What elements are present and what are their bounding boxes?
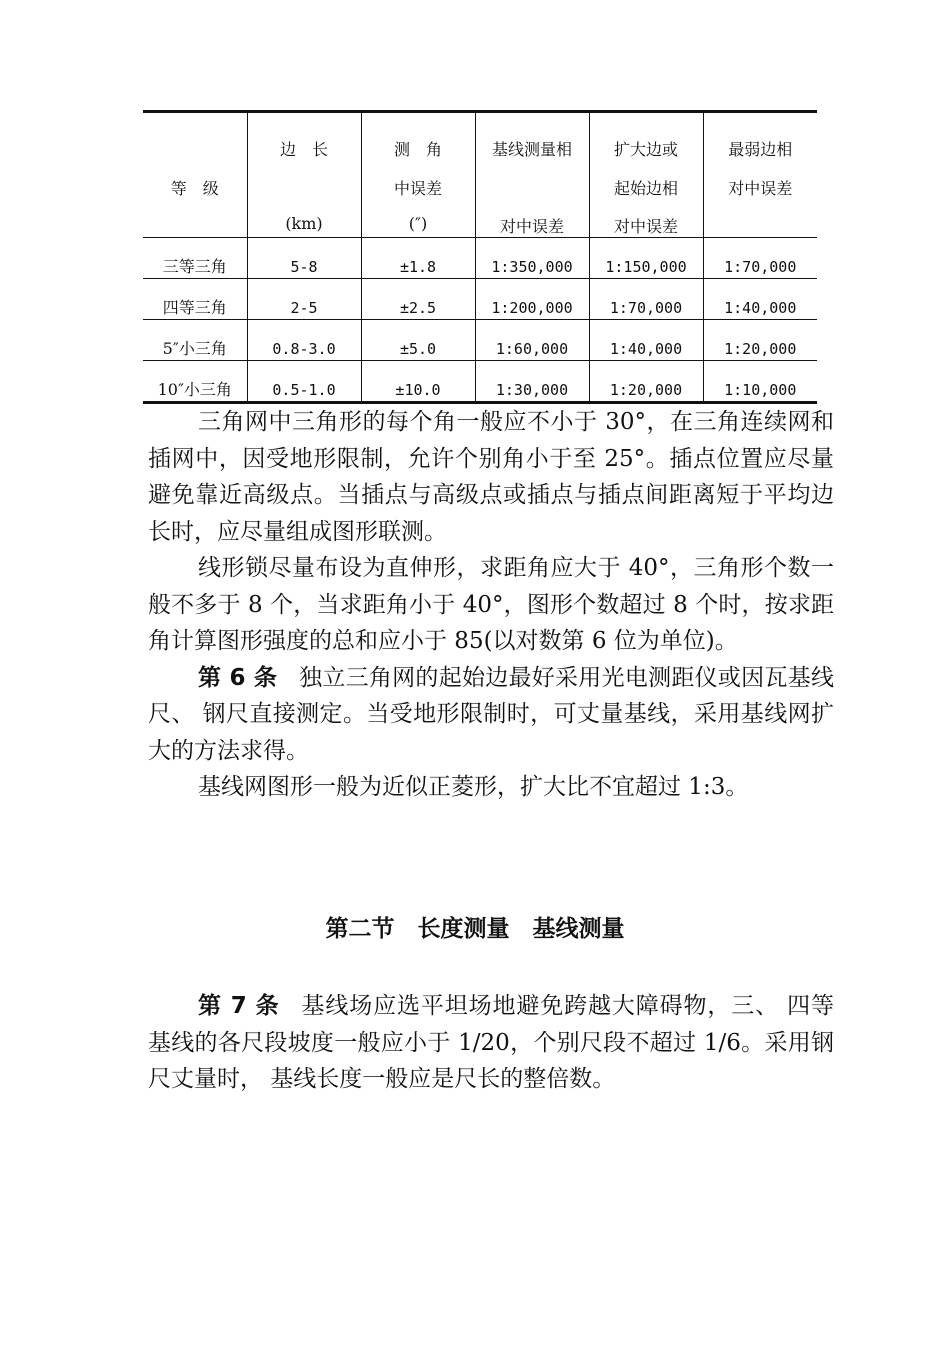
table-cell: 5-8: [247, 238, 361, 279]
table-cell: 10″小三角: [157, 380, 232, 399]
table-cell: 三等三角: [143, 238, 247, 279]
table-row: [143, 238, 817, 279]
table-cell: 2-5: [247, 279, 361, 320]
table-cell: 0.8-3.0: [247, 320, 361, 361]
paragraph-linear-chain: 线形锁尽量布设为直伸形，求距角应大于 40°，三角形个数一般不多于 8 个，当求距角小于 40°，图形个数超过 8 个时，按求距角计算图形强度的总和应小于 85(以对数第 6 位为单位)。: [148, 555, 834, 654]
article-6-label: 第 6 条: [198, 664, 278, 691]
table-cell: 1:70,000: [589, 279, 703, 320]
table-cell: 0.5-1.0: [247, 361, 361, 403]
table-cell: 1:150,000: [589, 238, 703, 279]
accuracy-table-wrapper: [143, 110, 817, 404]
article-7: [148, 988, 834, 1098]
header-angle-error: 测 角 中误差 (″): [361, 112, 475, 238]
table-cell: ±2.5: [361, 279, 475, 320]
header-expanded-side-error: 扩大边或 起始边相 对中误差: [589, 112, 703, 238]
body-text-lower: [148, 988, 834, 1098]
header-side-length: 边 长 (km): [247, 112, 361, 238]
paragraph-baseline-network: 基线网图形一般为近似正菱形，扩大比不宜超过 1:3。: [198, 774, 749, 800]
table-cell: 1:30,000: [475, 361, 589, 403]
table-cell: ±10.0: [361, 361, 475, 403]
table-body: [143, 238, 817, 403]
article-6: [148, 660, 834, 770]
article-7-text: 基线场应选平坦场地避免跨越大障碍物，三、 四等基线的各尺段坡度一般应小于 1/20，个别尺段不超过 1/6。采用钢尺丈量时， 基线长度一般应是尺长的整倍数。: [148, 993, 834, 1092]
table-cell: 1:200,000: [475, 279, 589, 320]
table-cell: 1:40,000: [703, 279, 817, 320]
table-cell: ±1.8: [361, 238, 475, 279]
table-cell: 5″小三角: [143, 320, 247, 361]
table-header: [143, 112, 817, 238]
body-text-upper: [148, 404, 834, 806]
table-cell: 四等三角: [143, 279, 247, 320]
table-row: [143, 361, 817, 403]
accuracy-table: [143, 110, 817, 404]
article-6-text: 独立三角网的起始边最好采用光电测距仪或因瓦基线尺、 钢尺直接测定。当受地形限制时，可丈量基线，采用基线网扩大的方法求得。: [148, 664, 834, 764]
header-baseline-error: 基线测量相 对中误差: [475, 112, 589, 238]
table-row: [143, 279, 817, 320]
table-cell: 1:70,000: [703, 238, 817, 279]
table-cell: 1:10,000: [703, 361, 817, 403]
table-cell: 1:350,000: [475, 238, 589, 279]
table-cell: 1:40,000: [589, 320, 703, 361]
header-weakest-side-error: 最弱边相 对中误差: [703, 112, 817, 238]
table-cell: ±5.0: [361, 320, 475, 361]
table-row: [143, 320, 817, 361]
table-cell: 1:20,000: [589, 361, 703, 403]
header-grade: 等 级: [143, 112, 247, 238]
article-7-label: 第 7 条: [198, 993, 280, 1019]
table-cell: 1:20,000: [703, 320, 817, 361]
section-title: 第二节 长度测量 基线测量: [325, 916, 625, 942]
table-cell: 1:60,000: [475, 320, 589, 361]
paragraph-triangle-angles: 三角网中三角形的每个角一般应不小于 30°，在三角连续网和插网中，因受地形限制，允许个别角小于至 25°。插点位置应尽量避免靠近高级点。当插点与高级点或插点与插点间距离短于平均边长时，应尽量组成图形联测。: [148, 409, 834, 545]
